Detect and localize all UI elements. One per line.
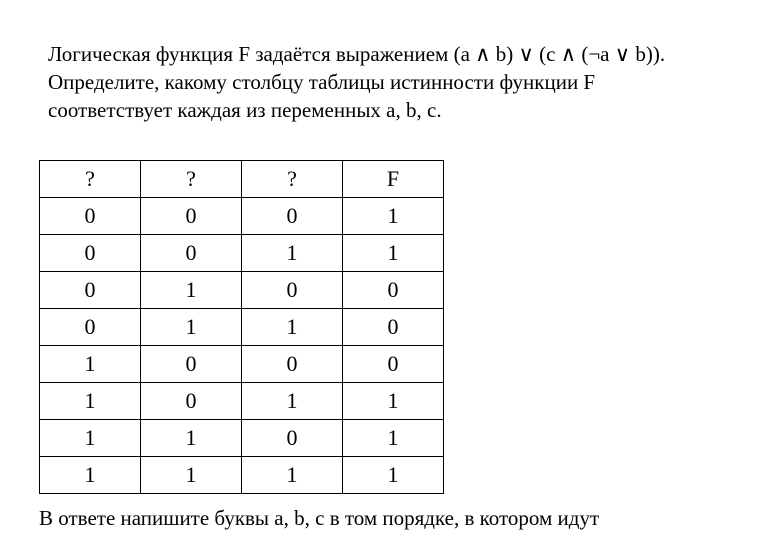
table-row <box>40 309 444 346</box>
table-cell: 0 <box>242 346 343 383</box>
table-cell: 1 <box>141 309 242 346</box>
table-cell: 1 <box>141 457 242 494</box>
problem-line: Логическая функция F задаётся выражением (a ∧ b) ∨ (c ∧ (¬a ∨ b)). <box>48 42 666 66</box>
table-cell: 0 <box>242 198 343 235</box>
table-row <box>40 235 444 272</box>
table-cell: 1 <box>40 383 141 420</box>
table-cell: 1 <box>343 420 444 457</box>
table-cell: 1 <box>141 420 242 457</box>
table-row <box>40 272 444 309</box>
answer-instruction: В ответе напишите буквы a, b, c в том порядке, в котором идут <box>39 506 600 530</box>
table-row <box>40 346 444 383</box>
table-cell: 0 <box>40 198 141 235</box>
table-cell: 0 <box>343 309 444 346</box>
column-header: F <box>343 161 444 198</box>
table-cell: 0 <box>141 235 242 272</box>
table-cell: 1 <box>141 272 242 309</box>
column-header: ? <box>242 161 343 198</box>
table-row <box>40 383 444 420</box>
table-cell: 1 <box>242 309 343 346</box>
table-row <box>40 457 444 494</box>
column-header: ? <box>141 161 242 198</box>
table-cell: 0 <box>343 272 444 309</box>
table-cell: 1 <box>242 235 343 272</box>
table-cell: 1 <box>343 198 444 235</box>
table-cell: 1 <box>343 383 444 420</box>
table-cell: 1 <box>40 457 141 494</box>
problem-line: соответствует каждая из переменных a, b, c. <box>48 98 442 122</box>
table-cell: 1 <box>242 383 343 420</box>
table-cell: 0 <box>40 309 141 346</box>
table-row <box>40 420 444 457</box>
table-cell: 1 <box>40 346 141 383</box>
table-cell: 0 <box>40 272 141 309</box>
table-cell: 0 <box>343 346 444 383</box>
table-header-row <box>40 161 444 198</box>
table-cell: 1 <box>40 420 141 457</box>
table-cell: 0 <box>242 420 343 457</box>
table-cell: 0 <box>242 272 343 309</box>
column-header: ? <box>40 161 141 198</box>
table-cell: 0 <box>141 346 242 383</box>
table-cell: 1 <box>343 235 444 272</box>
table-cell: 1 <box>343 457 444 494</box>
table-cell: 0 <box>141 198 242 235</box>
table-row <box>40 198 444 235</box>
table-cell: 1 <box>242 457 343 494</box>
truth-table <box>39 160 444 494</box>
table-cell: 0 <box>141 383 242 420</box>
problem-statement <box>48 40 748 124</box>
table-cell: 0 <box>40 235 141 272</box>
problem-line: Определите, какому столбцу таблицы истинности функции F <box>48 70 596 94</box>
